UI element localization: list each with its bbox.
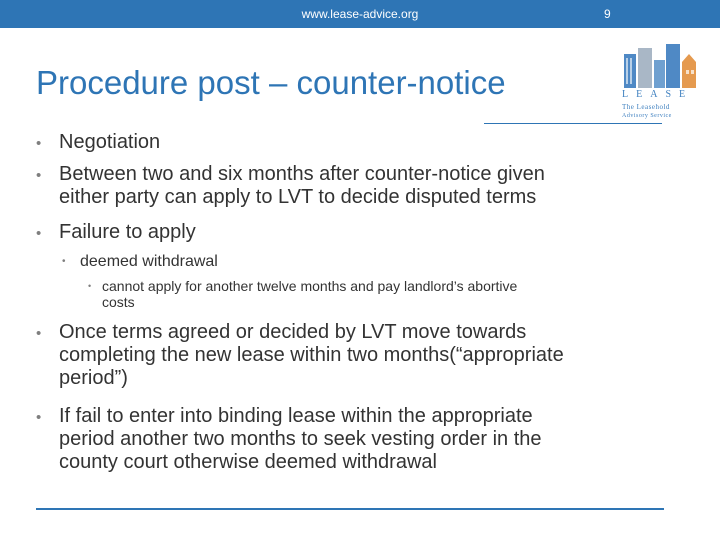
lease-logo — [616, 40, 714, 122]
list-item — [36, 163, 545, 209]
bullet-icon: • — [36, 225, 42, 242]
bullet-text: Between two and six months after counter-notice given — [59, 163, 545, 185]
bullet-text: costs — [102, 294, 135, 310]
list-item — [88, 278, 518, 310]
logo-brand: LEASE — [622, 89, 694, 100]
header-bar — [0, 0, 720, 28]
bullet-text: Negotiation — [59, 131, 161, 153]
list-item — [36, 221, 196, 244]
logo-tagline-1: The Leasehold — [622, 103, 670, 111]
bullet-icon: • — [36, 135, 42, 152]
title-underline — [484, 123, 662, 124]
bullet-text: period another two months to seek vesting order in the — [59, 428, 542, 450]
list-item — [62, 252, 218, 271]
list-item — [36, 321, 564, 390]
list-item — [36, 405, 542, 474]
bullet-text: Failure to apply — [59, 221, 196, 243]
bullet-icon: • — [36, 325, 42, 342]
footer-rule — [36, 508, 664, 510]
bullet-text: Once terms agreed or decided by LVT move towards — [59, 321, 527, 343]
bullet-icon: • — [62, 256, 66, 267]
bullet-icon: • — [36, 167, 42, 184]
bullet-text: either party can apply to LVT to decide disputed terms — [59, 186, 537, 208]
bullet-text: deemed withdrawal — [80, 253, 218, 270]
bullet-text: completing the new lease within two months(“appropriate — [59, 344, 564, 366]
bullet-text: county court otherwise deemed withdrawal — [59, 451, 437, 473]
bullet-text: If fail to enter into binding lease within the appropriate — [59, 405, 533, 427]
bullet-icon: • — [88, 281, 92, 291]
bullet-text: period”) — [59, 367, 128, 389]
buildings-icon — [616, 40, 714, 88]
list-item — [36, 131, 161, 154]
slide-title: Procedure post – counter-notice — [36, 64, 506, 101]
bullet-text: cannot apply for another twelve months and pay landlord’s abortive — [102, 278, 518, 294]
logo-tagline-2: Advisory Service — [622, 113, 672, 119]
bullet-icon: • — [36, 409, 42, 426]
page-number: 9 — [604, 7, 611, 21]
website-url: www.lease-advice.org — [301, 7, 419, 21]
